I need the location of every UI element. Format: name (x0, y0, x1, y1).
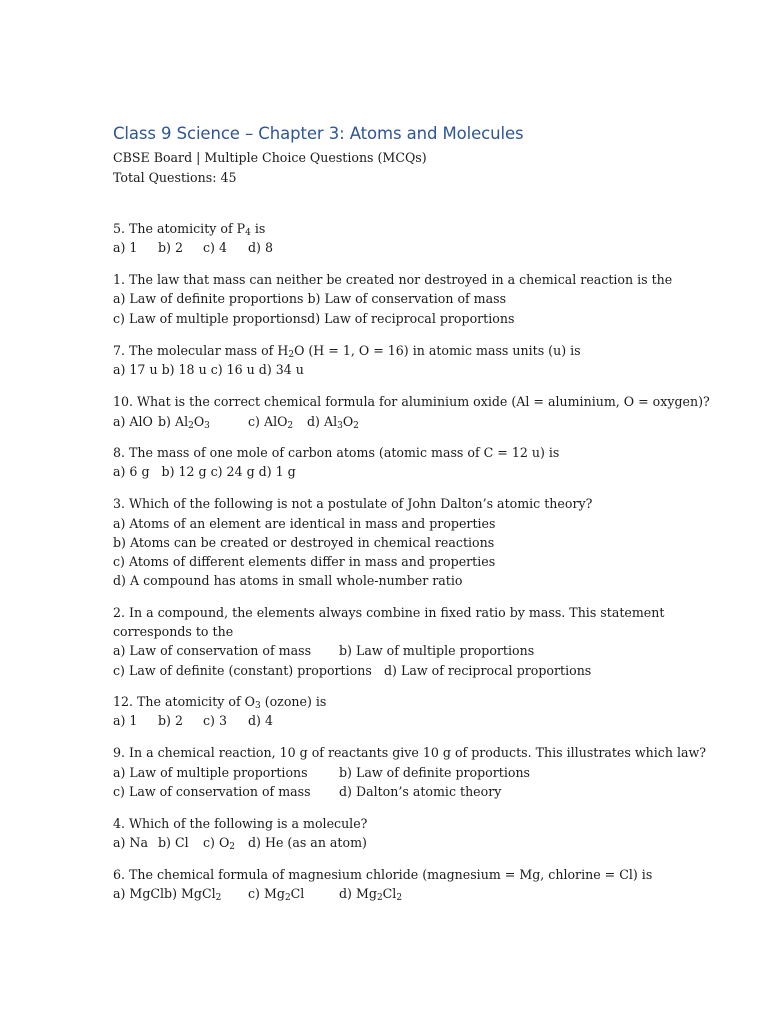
option-b: b) 2 (158, 713, 183, 728)
options-line: a) 6 g b) 12 g c) 24 g d) 1 g (113, 464, 296, 479)
option-b: b) Cl (158, 835, 189, 850)
options-line: b) Atoms can be created or destroyed in chemical reactions (113, 535, 495, 550)
question-7: 7. The molecular mass of $H_2O$ (H = 1, O = 16) in atomic mass units (u) is (113, 343, 581, 360)
question-8: 8. The mass of one mole of carbon atoms (atomic mass of C = 12 u) is (113, 445, 560, 460)
option-a: a) AlO (113, 414, 153, 429)
option-d: d) 8 (248, 240, 273, 255)
question-4: 4. Which of the following is a molecule? (113, 816, 368, 831)
option-d: d) He (as an atom) (248, 835, 367, 850)
question-1: 1. The law that mass can neither be created nor destroyed in a chemical reaction is the (113, 272, 673, 287)
total-questions: Total Questions: 45 (113, 170, 237, 185)
option-d: d) $Mg_2Cl_2$ (339, 886, 403, 903)
option-c: c) Law of definite (constant) proportions (113, 663, 372, 678)
option-d: d) Dalton’s atomic theory (339, 784, 502, 799)
document-title: Class 9 Science – Chapter 3: Atoms and Molecules (113, 124, 524, 143)
question-5: 5. The atomicity of $P_4$ is (113, 221, 266, 238)
option-a: a) Law of multiple proportions (113, 765, 308, 780)
question-2: 2. In a compound, the elements always combine in fixed ratio by mass. This statement (113, 605, 665, 620)
option-d: d) Law of reciprocal proportions (384, 663, 592, 678)
option-a: a) Law of conservation of mass (113, 643, 312, 658)
option-c: c) Law of conservation of mass (113, 784, 311, 799)
option-a: a) 1 (113, 240, 138, 255)
option-a: a) Na (113, 835, 148, 850)
option-b: b) Law of multiple proportions (339, 643, 535, 658)
options-line: a) Law of definite proportions b) Law of conservation of mass (113, 291, 507, 306)
option-c: c) AlO$_2$ (248, 414, 294, 431)
document-subtitle: CBSE Board | Multiple Choice Questions (MCQs) (113, 150, 427, 165)
options-line: d) A compound has atoms in small whole-number ratio (113, 573, 463, 588)
options-line: c) Law of multiple proportionsd) Law of reciprocal proportions (113, 311, 515, 326)
option-c: c) 4 (203, 240, 227, 255)
options-line: a) 17 u b) 18 u c) 16 u d) 34 u (113, 362, 304, 377)
question-3: 3. Which of the following is not a postulate of John Dalton’s atomic theory? (113, 496, 593, 511)
option-a: a) 1 (113, 713, 138, 728)
option-c: c) $Mg_2Cl$ (248, 886, 305, 903)
question-9: 9. In a chemical reaction, 10 g of reactants give 10 g of products. This illustrates which law? (113, 745, 707, 760)
question-2-continued: corresponds to the (113, 624, 234, 639)
option-d: d) $Al_3O_2$ (307, 414, 359, 431)
option-c: c) 3 (203, 713, 227, 728)
option-b: b) Law of definite proportions (339, 765, 531, 780)
options-line: c) Atoms of different elements differ in mass and properties (113, 554, 496, 569)
option-b: b) 2 (158, 240, 183, 255)
options-line: a) Atoms of an element are identical in mass and properties (113, 516, 496, 531)
option-c: c) $O_2$ (203, 835, 236, 852)
question-10: 10. What is the correct chemical formula for aluminium oxide (Al = aluminium, O = oxygen)? (113, 394, 710, 409)
question-12: 12. The atomicity of $O_3$ (ozone) is (113, 694, 327, 711)
option-d: d) 4 (248, 713, 273, 728)
question-6: 6. The chemical formula of magnesium chloride (magnesium = Mg, chlorine = Cl) is (113, 867, 653, 882)
option-a-b: a) MgClb) MgCl$_2$ (113, 886, 222, 903)
option-b: b) $Al_2O_3$ (158, 414, 210, 431)
